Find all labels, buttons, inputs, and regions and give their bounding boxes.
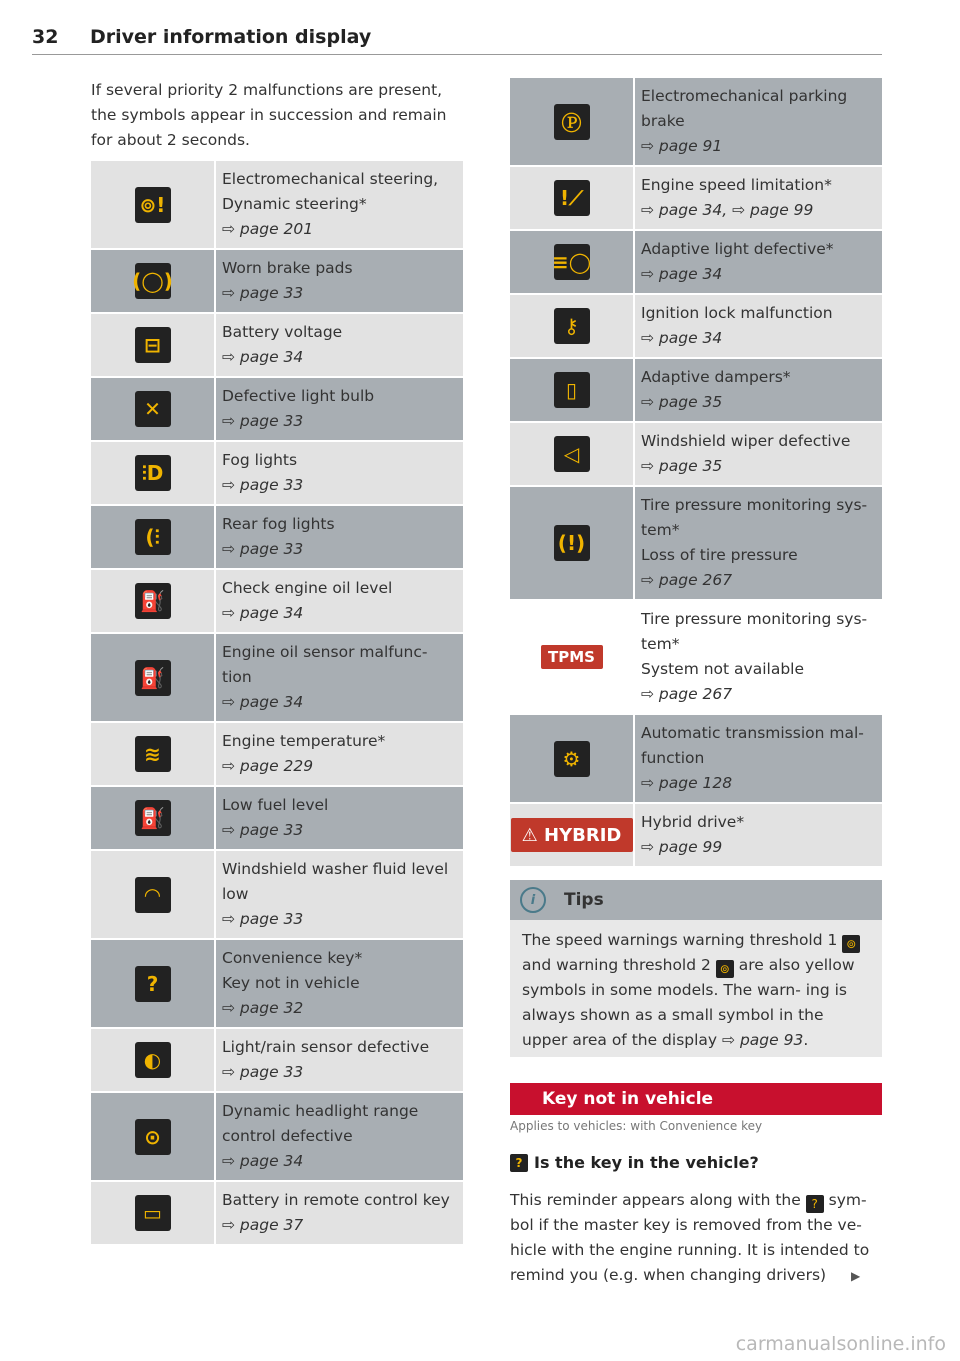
- adaptive-light-icon: ≡◯: [554, 244, 590, 280]
- page-reference[interactable]: ⇨ page 33: [222, 284, 304, 302]
- adaptive-dampers-icon: ▯: [554, 372, 590, 408]
- page-reference[interactable]: ⇨ page 35: [641, 457, 723, 475]
- description-cell: [216, 570, 463, 632]
- symbol-row: [510, 423, 882, 487]
- symbol-row: [91, 1029, 463, 1093]
- description-line: System not available: [641, 660, 804, 678]
- light-bulb-icon: ✕: [135, 391, 171, 427]
- description-cell: [216, 506, 463, 568]
- description-cell: [216, 378, 463, 440]
- speed-warning-2-icon: ⊚: [716, 960, 734, 978]
- page-reference[interactable]: ⇨ page 33: [222, 1063, 304, 1081]
- symbol-cell: [510, 295, 635, 357]
- description-line: low: [222, 885, 249, 903]
- key-not-in-vehicle-icon: ?: [135, 966, 171, 1002]
- symbol-row: [510, 359, 882, 423]
- tips-text-2: and warning threshold 2: [522, 956, 711, 974]
- symbol-row: [91, 442, 463, 506]
- steering-warning-icon: ⊚!: [135, 187, 171, 223]
- page-reference[interactable]: ⇨ page 201: [222, 220, 314, 238]
- transmission-icon: ⚙: [554, 741, 590, 777]
- key-inline-icon: ?: [806, 1195, 824, 1213]
- description-line: Low fuel level: [222, 796, 329, 814]
- symbol-row: [91, 634, 463, 723]
- symbol-cell: [91, 1029, 216, 1091]
- right-column: [510, 78, 882, 1289]
- description-line: Check engine oil level: [222, 579, 393, 597]
- symbol-row: [510, 167, 882, 231]
- symbol-row: [91, 250, 463, 314]
- symbol-cell: [91, 1182, 216, 1244]
- para-text-2: sym- bol if the master key is removed from the ve- hicle with the engine running. It is intended to remind you (e.g. when changing drivers): [510, 1191, 870, 1284]
- symbol-row: [91, 161, 463, 250]
- symbol-cell: [510, 167, 635, 229]
- symbol-cell: [510, 804, 635, 866]
- description-line: Tire pressure monitoring sys-: [641, 496, 868, 514]
- description-line: tion: [222, 668, 252, 686]
- section-heading: [510, 1083, 882, 1115]
- symbol-cell: [91, 787, 216, 849]
- description-line: Electromechanical steering,: [222, 170, 439, 188]
- page-reference[interactable]: ⇨ page 34: [641, 329, 723, 347]
- washer-fluid-icon: ◠: [135, 877, 171, 913]
- description-line: Electromechanical parking: [641, 87, 848, 105]
- symbol-cell: [91, 940, 216, 1027]
- symbol-row: [91, 314, 463, 378]
- page-reference[interactable]: ⇨ page 33: [222, 910, 304, 928]
- description-line: function: [641, 749, 705, 767]
- symbol-row: [510, 78, 882, 167]
- description-cell: [635, 359, 882, 421]
- key-icon: ?: [510, 1154, 528, 1172]
- description-cell: [216, 634, 463, 721]
- description-line: Worn brake pads: [222, 259, 353, 277]
- description-cell: [635, 423, 882, 485]
- description-line: Loss of tire pressure: [641, 546, 798, 564]
- description-line: Battery in remote control key: [222, 1191, 450, 1209]
- description-cell: [635, 167, 882, 229]
- description-line: Tire pressure monitoring sys-: [641, 610, 868, 628]
- page-reference[interactable]: ⇨ page 128: [641, 774, 733, 792]
- hybrid-icon: ⚠ HYBRID: [511, 818, 633, 852]
- description-line: Engine speed limitation*: [641, 176, 832, 194]
- symbol-row: [510, 601, 882, 715]
- description-line: Adaptive light defective*: [641, 240, 834, 258]
- description-line: Fog lights: [222, 451, 298, 469]
- description-line: Adaptive dampers*: [641, 368, 791, 386]
- description-line: Ignition lock malfunction: [641, 304, 833, 322]
- symbol-cell: [91, 378, 216, 440]
- symbol-row: [510, 295, 882, 359]
- symbol-row: [91, 851, 463, 940]
- page-reference[interactable]: ⇨ page 91: [641, 137, 723, 155]
- description-cell: [216, 851, 463, 938]
- page-reference[interactable]: ⇨ page 34: [222, 348, 304, 366]
- description-line: Windshield washer fluid level: [222, 860, 449, 878]
- info-icon: i: [520, 887, 546, 913]
- subheading: [510, 1153, 882, 1172]
- description-line: Engine temperature*: [222, 732, 386, 750]
- symbol-cell: [510, 423, 635, 485]
- symbol-row: [91, 506, 463, 570]
- description-line: Hybrid drive*: [641, 813, 745, 831]
- para-text-1: This reminder appears along with the: [510, 1191, 801, 1209]
- page-reference[interactable]: ⇨ page 229: [222, 757, 314, 775]
- description-line: Engine oil sensor malfunc-: [222, 643, 428, 661]
- description-cell: [216, 442, 463, 504]
- symbol-cell: [510, 78, 635, 165]
- speed-warning-1-icon: ⊚: [842, 935, 860, 953]
- symbol-row: [91, 1182, 463, 1246]
- page-reference[interactable]: ⇨ page 35: [641, 393, 723, 411]
- light-rain-sensor-icon: ◐: [135, 1042, 171, 1078]
- section-paragraph: [510, 1188, 882, 1289]
- description-cell: [216, 940, 463, 1027]
- symbol-cell: [510, 601, 635, 713]
- left-column: [91, 78, 463, 1246]
- symbol-row: [91, 723, 463, 787]
- description-cell: [635, 295, 882, 357]
- description-cell: [216, 1182, 463, 1244]
- page-reference[interactable]: ⇨ page 33: [222, 540, 304, 558]
- description-line: Dynamic headlight range: [222, 1102, 419, 1120]
- description-line: Windshield wiper defective: [641, 432, 851, 450]
- description-cell: [635, 715, 882, 802]
- tips-label: Tips: [564, 890, 604, 910]
- page-title: Driver information display: [90, 26, 372, 48]
- symbol-row: [510, 715, 882, 804]
- symbol-cell: [91, 570, 216, 632]
- symbol-cell: [91, 314, 216, 376]
- symbol-row: [91, 940, 463, 1029]
- page-reference[interactable]: ⇨ page 33: [222, 821, 304, 839]
- symbol-cell: [510, 715, 635, 802]
- wiper-icon: ◁: [554, 436, 590, 472]
- intro-text: If several priority 2 malfunctions are present, the symbols appear in succession and remain for about 2 seconds.: [91, 81, 447, 149]
- tpms-icon: TPMS: [541, 645, 603, 669]
- engine-speed-icon: !⟋: [554, 180, 590, 216]
- description-cell: [216, 161, 463, 248]
- description-cell: [216, 250, 463, 312]
- symbol-cell: [91, 250, 216, 312]
- applies-to: Applies to vehicles: with Convenience key: [510, 1119, 763, 1133]
- description-line: control defective: [222, 1127, 353, 1145]
- left-symbol-table: [91, 161, 463, 1246]
- rear-fog-lights-icon: (⫶: [135, 519, 171, 555]
- symbol-row: [91, 787, 463, 851]
- tire-pressure-icon: (!): [554, 525, 590, 561]
- ignition-lock-icon: ⚷: [554, 308, 590, 344]
- tips-body: [510, 920, 882, 1057]
- symbol-cell: [91, 161, 216, 248]
- description-line: tem*: [641, 521, 680, 539]
- description-line: tem*: [641, 635, 680, 653]
- page-reference[interactable]: ⇨ page 33: [222, 476, 304, 494]
- description-line: Battery voltage: [222, 323, 343, 341]
- page-reference[interactable]: ⇨ page 34, ⇨ page 99: [641, 201, 814, 219]
- description-line: Convenience key*: [222, 949, 363, 967]
- battery-icon: ⊟: [135, 327, 171, 363]
- description-line: Key not in vehicle: [222, 974, 360, 992]
- page-reference[interactable]: ⇨ page 32: [222, 999, 304, 1017]
- subheading-text: Is the key in the vehicle?: [534, 1153, 759, 1172]
- symbol-row: [510, 804, 882, 868]
- tips-text-3: are also yellow symbols in some models. The warn- ing is always shown as a small symbol in the upper area of the display: [522, 956, 855, 1049]
- brake-pads-icon: (◯): [135, 263, 171, 299]
- headlight-range-icon: ⊙: [135, 1119, 171, 1155]
- description-line: Defective light bulb: [222, 387, 375, 405]
- description-cell: [216, 314, 463, 376]
- symbol-cell: [510, 231, 635, 293]
- remote-battery-icon: ▭: [135, 1195, 171, 1231]
- description-cell: [216, 723, 463, 785]
- symbol-cell: [510, 359, 635, 421]
- symbol-cell: [510, 487, 635, 599]
- symbol-cell: [91, 1093, 216, 1180]
- description-cell: [635, 487, 882, 599]
- symbol-row: [91, 570, 463, 634]
- description-cell: [216, 787, 463, 849]
- page-reference[interactable]: ⇨ page 37: [222, 1216, 304, 1234]
- symbol-cell: [91, 442, 216, 504]
- description-cell: [635, 231, 882, 293]
- page-reference[interactable]: ⇨ page 33: [222, 412, 304, 430]
- oil-sensor-icon: ⛽: [135, 660, 171, 696]
- symbol-cell: [91, 723, 216, 785]
- symbol-row: [91, 1093, 463, 1182]
- tips-header: [510, 880, 882, 920]
- symbol-row: [510, 487, 882, 601]
- tips-text-1: The speed warnings warning threshold 1: [522, 931, 838, 949]
- parking-brake-icon: Ⓟ: [554, 104, 590, 140]
- page-reference[interactable]: ⇨ page 34: [641, 265, 723, 283]
- page-reference[interactable]: ⇨ page 99: [641, 838, 723, 856]
- tips-page-ref[interactable]: ⇨ page 93: [722, 1031, 804, 1049]
- page-reference[interactable]: ⇨ page 34: [222, 693, 304, 711]
- section-title: Key not in vehicle: [542, 1089, 714, 1109]
- page-reference[interactable]: ⇨ page 267: [641, 571, 733, 589]
- page-reference[interactable]: ⇨ page 34: [222, 1152, 304, 1170]
- description-cell: [635, 601, 882, 713]
- description-cell: [635, 78, 882, 165]
- description-line: Light/rain sensor defective: [222, 1038, 430, 1056]
- description-cell: [216, 1093, 463, 1180]
- fuel-icon: ⛽: [135, 800, 171, 836]
- description-cell: [635, 804, 882, 866]
- page-header: [32, 26, 882, 55]
- page-number: 32: [32, 26, 59, 48]
- oil-level-icon: ⛽: [135, 583, 171, 619]
- engine-temperature-icon: ≋: [135, 736, 171, 772]
- description-line: Automatic transmission mal-: [641, 724, 864, 742]
- symbol-cell: [91, 506, 216, 568]
- page-reference[interactable]: ⇨ page 267: [641, 685, 733, 703]
- continue-arrow-icon: ▶: [851, 1269, 861, 1283]
- tips-end: .: [803, 1031, 809, 1049]
- right-symbol-table: [510, 78, 882, 868]
- tips-box: [510, 880, 882, 1057]
- symbol-cell: [91, 634, 216, 721]
- description-cell: [216, 1029, 463, 1091]
- symbol-row: [510, 231, 882, 295]
- page-reference[interactable]: ⇨ page 34: [222, 604, 304, 622]
- symbol-row: [91, 378, 463, 442]
- fog-lights-icon: ⫶D: [135, 455, 171, 491]
- symbol-cell: [91, 851, 216, 938]
- description-line: Dynamic steering*: [222, 195, 367, 213]
- watermark: carmanualsonline.info: [735, 1333, 946, 1355]
- description-line: brake: [641, 112, 685, 130]
- description-line: Rear fog lights: [222, 515, 335, 533]
